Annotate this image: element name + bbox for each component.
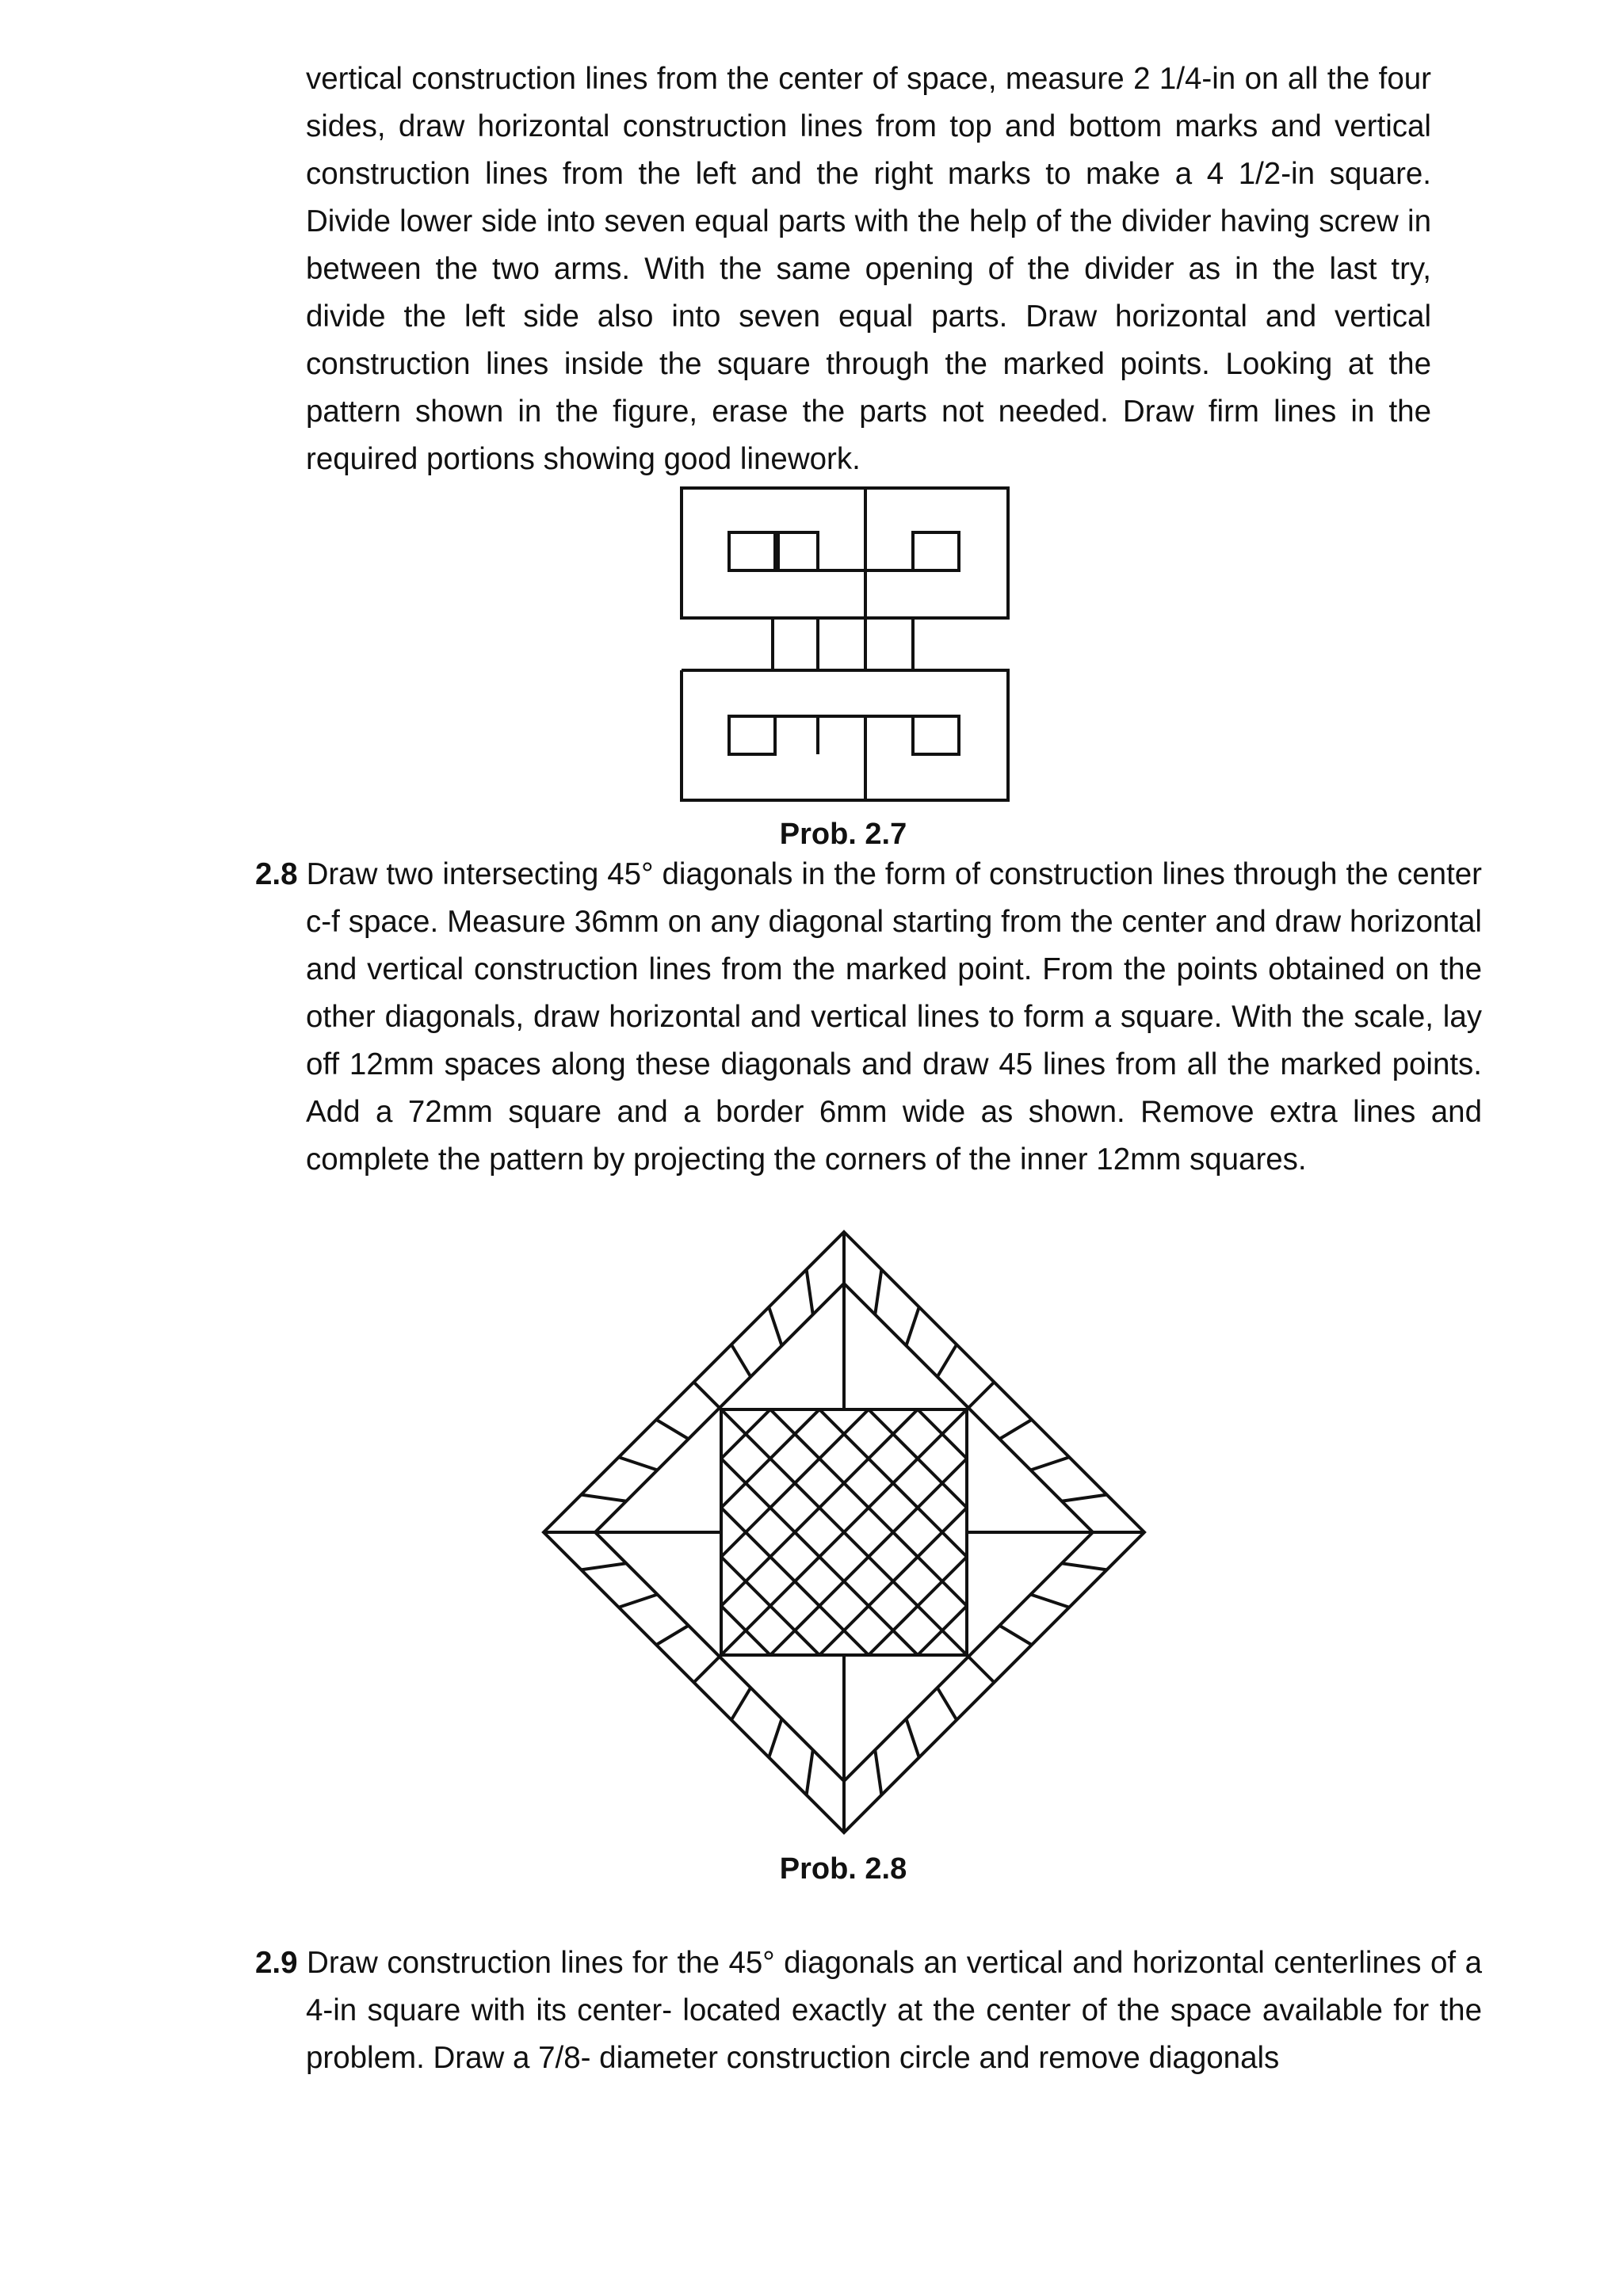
border-tick <box>694 1657 720 1683</box>
border-tick <box>656 1626 689 1645</box>
border-tick <box>907 1719 919 1758</box>
border-tick <box>619 1595 658 1608</box>
border-tick <box>875 1269 881 1314</box>
border-tick <box>619 1457 658 1470</box>
border-tick <box>968 1383 995 1409</box>
border-tick <box>807 1269 813 1314</box>
border-tick <box>999 1626 1032 1645</box>
border-tick <box>769 1307 781 1346</box>
border-tick <box>731 1344 750 1377</box>
border-tick <box>807 1750 813 1795</box>
intro-paragraph: vertical construction lines from the center of space, measure 2 1/4-in on all the four sides, draw horizontal construction lines from top and bottom marks and vertical construction lines from the left and the right marks to make a 4 1/2-in square. Divide lower side into seven equal parts with the help of the divider having screw in between the two arms. With the same opening of the divider as in the last try, divide the left side also into seven equal parts. Draw horizontal and vertical construction lines inside the square through the marked points. Looking at the pattern shown in the figure, erase the parts not needed. Draw firm lines in the required portions showing good linework. <box>306 62 1431 476</box>
border-tick <box>1031 1595 1070 1608</box>
border-tick <box>875 1750 881 1795</box>
border-tick <box>907 1307 919 1346</box>
border-tick <box>769 1719 781 1758</box>
border-tick <box>581 1495 626 1501</box>
border-tick <box>1062 1495 1107 1501</box>
fig-2-8-caption: Prob. 2.8 <box>779 1852 907 1886</box>
fig-2-7-caption: Prob. 2.7 <box>779 818 907 851</box>
problem-2-9 <box>255 1939 1482 2082</box>
problem-text: Draw two intersecting 45° diagonals in the form of construction lines through the center c-f space. Measure 36mm on any diagonal starting from the center and draw horizontal and vertical construction lines from the marked point. From the points obtained on the other diagonals, draw horizontal and vertical lines to form a square. With the scale, lay off 12mm spaces along these diagonals and draw 45 lines from all the marked points. Add a 72mm square and a border 6mm wide as shown. Remove extra lines and complete the pattern by projecting the corners of the inner 12mm squares. <box>306 857 1482 1177</box>
border-tick <box>656 1420 689 1439</box>
problem-number: 2.9 <box>255 1946 298 1980</box>
problem-number: 2.8 <box>255 857 298 891</box>
border-tick <box>938 1344 957 1377</box>
border-tick <box>731 1688 750 1720</box>
border-tick <box>938 1688 957 1720</box>
border-tick <box>694 1383 720 1409</box>
border-tick <box>1031 1457 1070 1470</box>
border-tick <box>999 1420 1032 1439</box>
border-tick <box>581 1563 626 1569</box>
border-tick <box>968 1657 995 1683</box>
border-tick <box>1062 1563 1107 1569</box>
problem-text: Draw construction lines for the 45° diagonals an vertical and horizontal centerlines of a 4-in square with its center- located exactly at the center of the space available for the problem. Draw a 7/8- diameter construction circle and remove diagonals <box>306 1946 1482 2075</box>
